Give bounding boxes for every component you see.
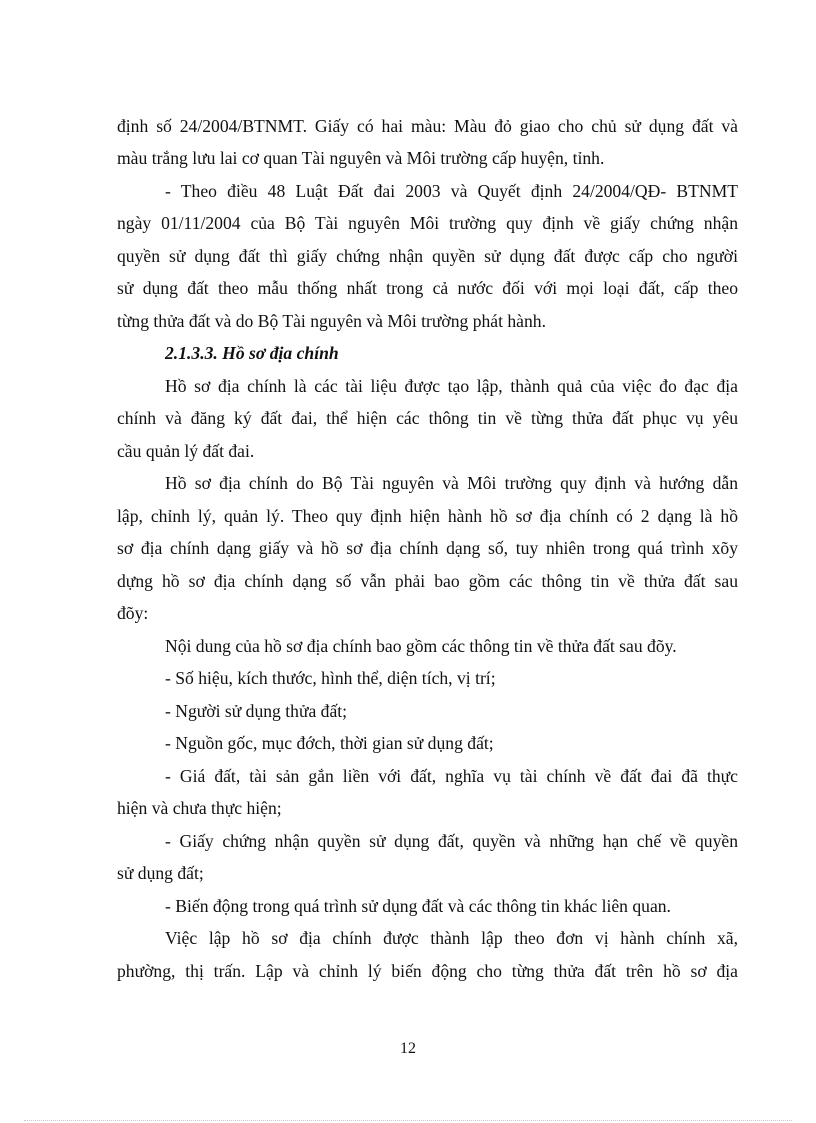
section-heading: 2.1.3.3. Hồ sơ địa chính <box>165 343 339 363</box>
text-line: hiện và chưa thực hiện; <box>117 798 282 818</box>
text-line: Hồ sơ địa chính là các tài liệu được tạo lập, thành quả của việc đo đạc địa <box>165 376 738 396</box>
text-line: ngày 01/11/2004 của Bộ Tài nguyên Môi trường quy định về giấy chứng nhận <box>117 213 738 233</box>
list-item: - Số hiệu, kích thước, hình thể, diện tích, vị trí; <box>165 668 496 688</box>
list-item: - Giấy chứng nhận quyền sử dụng đất, quyền và những hạn chế về quyền <box>165 831 738 851</box>
page-number: 12 <box>400 1040 416 1057</box>
list-item: - Người sử dụng thửa đất; <box>165 701 348 721</box>
text-line: - Theo điều 48 Luật Đất đai 2003 và Quyết định 24/2004/QĐ- BTNMT <box>165 181 738 201</box>
text-line: sử dụng đất; <box>117 863 204 883</box>
list-item: - Biến động trong quá trình sử dụng đất và các thông tin khác liên quan. <box>165 896 671 916</box>
list-item: - Giá đất, tài sản gắn liền với đất, nghĩa vụ tài chính về đất đai đã thực <box>165 766 738 786</box>
text-line: lập, chỉnh lý, quản lý. Theo quy định hiện hành hồ sơ địa chính có 2 dạng là hồ <box>117 506 738 526</box>
page-bottom-divider <box>24 1120 792 1121</box>
text-line: màu trắng lưu lai cơ quan Tài nguyên và Môi trường cấp huyện, tỉnh. <box>117 148 605 168</box>
text-line: Hồ sơ địa chính do Bộ Tài nguyên và Môi trường quy định và hướng dẫn <box>165 473 738 493</box>
text-line: cầu quản lý đất đai. <box>117 441 255 461</box>
text-line: Nội dung của hồ sơ địa chính bao gồm các thông tin về thửa đất sau đõy. <box>165 636 677 656</box>
text-line: sử dụng đất theo mẫu thống nhất trong cả nước đối với mọi loại đất, cấp theo <box>117 278 738 298</box>
text-line: phường, thị trấn. Lập và chỉnh lý biến động cho từng thửa đất trên hồ sơ địa <box>117 961 738 981</box>
text-line: Việc lập hồ sơ địa chính được thành lập theo đơn vị hành chính xã, <box>165 928 738 948</box>
text-line: sơ địa chính dạng giấy và hồ sơ địa chính dạng số, tuy nhiên trong quá trình xõy <box>117 538 738 558</box>
list-item: - Nguồn gốc, mục đớch, thời gian sử dụng đất; <box>165 733 494 753</box>
text-line: định số 24/2004/BTNMT. Giấy có hai màu: Màu đỏ giao cho chủ sử dụng đất và <box>117 116 738 136</box>
text-line: từng thửa đất và do Bộ Tài nguyên và Môi trường phát hành. <box>117 311 546 331</box>
text-line: chính và đăng ký đất đai, thể hiện các thông tin về từng thửa đất phục vụ yêu <box>117 408 738 428</box>
text-line: dựng hồ sơ địa chính dạng số vẫn phải bao gồm các thông tin về thửa đất sau <box>117 571 738 591</box>
text-line: đõy: <box>117 603 149 623</box>
text-line: quyền sử dụng đất thì giấy chứng nhận quyền sử dụng đất được cấp cho người <box>117 246 738 266</box>
